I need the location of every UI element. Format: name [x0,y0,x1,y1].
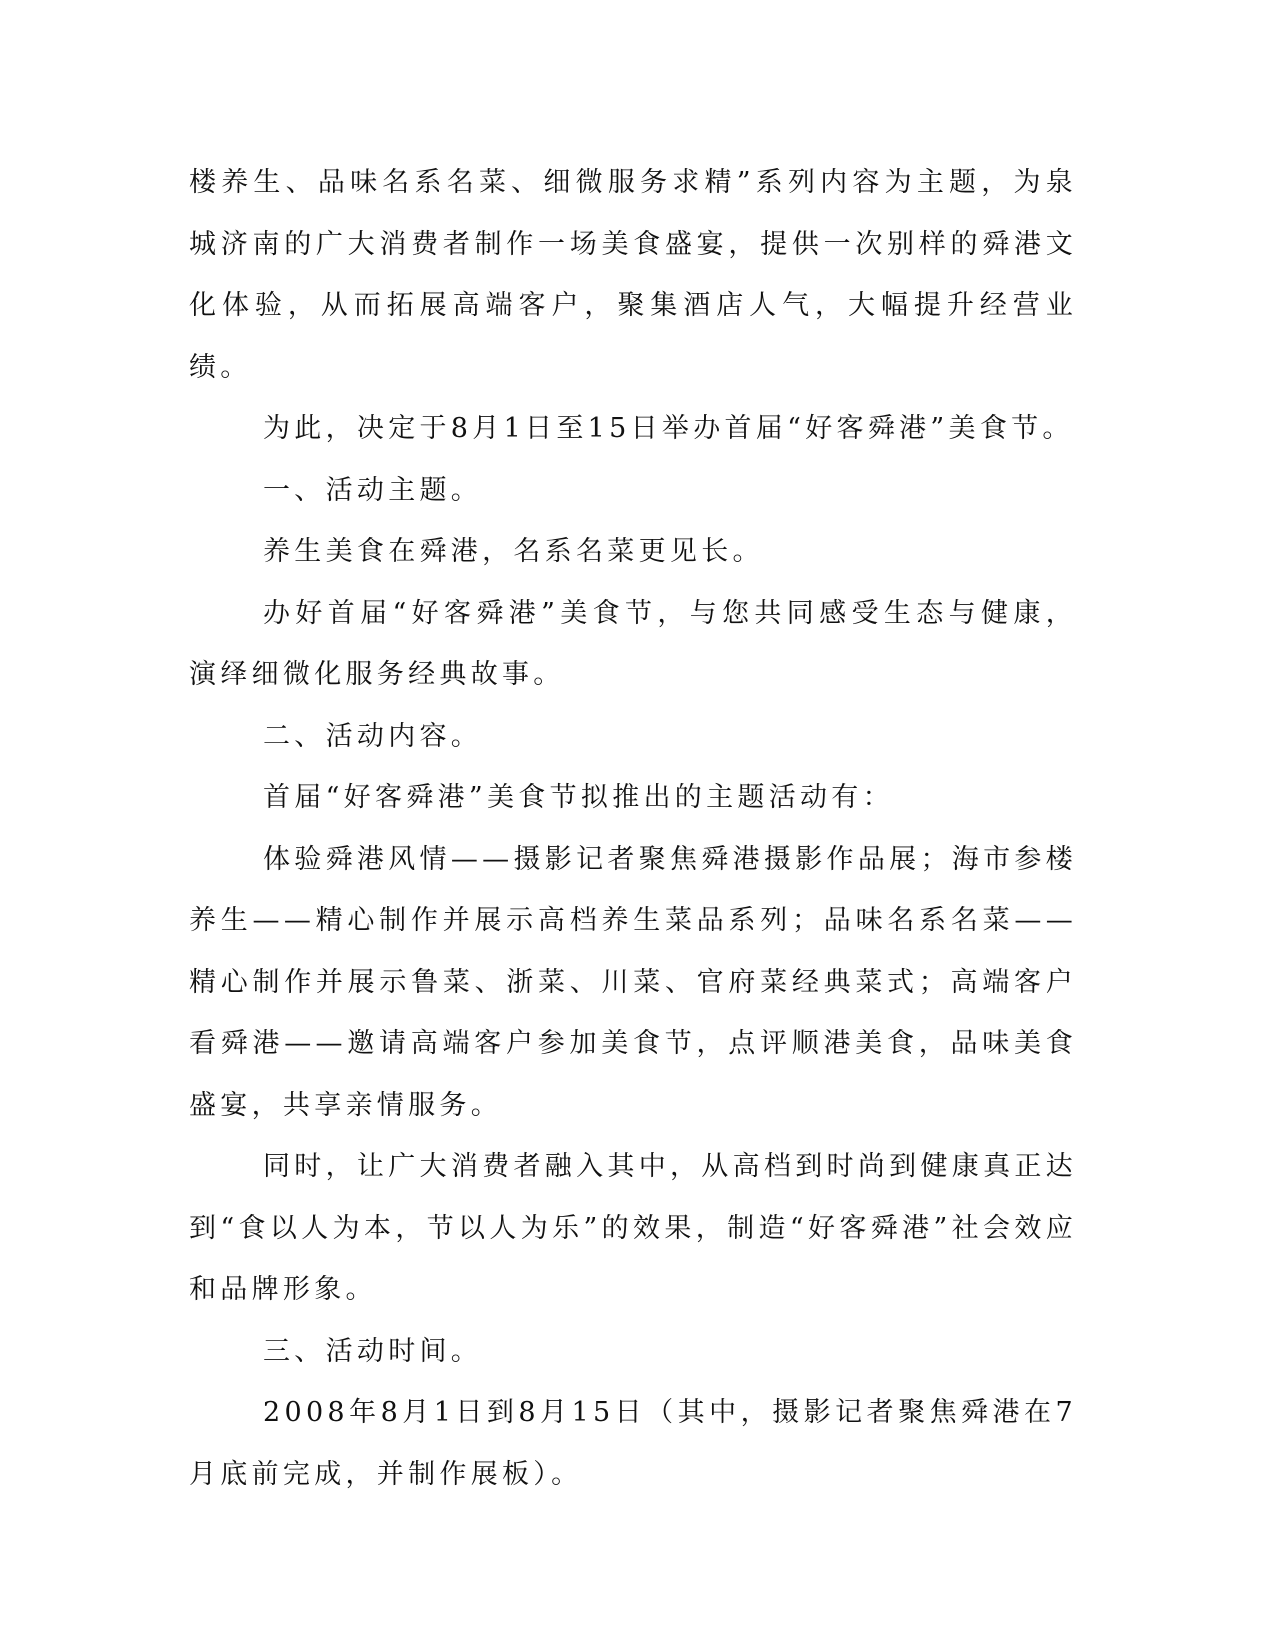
section-heading-content: 二、活动内容。 [263,720,483,752]
paragraph-content-intro: 首届“好客舜港”美食节拟推出的主题活动有： [263,782,894,813]
paragraph-content-activities: 体验舜港风情——摄影记者聚焦舜港摄影作品展；海市参楼养生——精心制作并展示高档养生菜品系列；品味名系名菜——精心制作并展示鲁菜、浙菜、川菜、官府菜经典菜式；高端客户看舜港——邀请高端客户参加美食节，点评顺港美食，品味美食盛宴，共享亲情服务。 [189,843,1077,1121]
paragraph-content-effect: 同时，让广大消费者融入其中，从高档到时尚到健康真正达到“食以人为本，节以人为乐”的效果，制造“好客舜港”社会效应和品牌形象。 [189,1151,1077,1305]
document-body [189,152,1077,1505]
paragraph-decision: 为此，决定于8月1日至15日举办首届“好客舜港”美食节。 [263,413,1074,444]
paragraph-theme-goal: 办好首届“好客舜港”美食节，与您共同感受生态与健康，演绎细微化服务经典故事。 [189,597,1077,690]
paragraph-time-detail: 2008年8月1日到8月15日（其中，摄影记者聚焦舜港在7月底前完成，并制作展板）。 [189,1397,1077,1490]
section-heading-theme: 一、活动主题。 [263,474,483,506]
paragraph-intro-continued: 楼养生、品味名系名菜、细微服务求精”系列内容为主题，为泉城济南的广大消费者制作一场美食盛宴，提供一次别样的舜港文化体验，从而拓展高端客户，聚集酒店人气，大幅提升经营业绩。 [189,167,1077,383]
paragraph-theme-slogan: 养生美食在舜港，名系名菜更见长。 [263,536,764,567]
section-heading-time: 三、活动时间。 [263,1335,483,1367]
